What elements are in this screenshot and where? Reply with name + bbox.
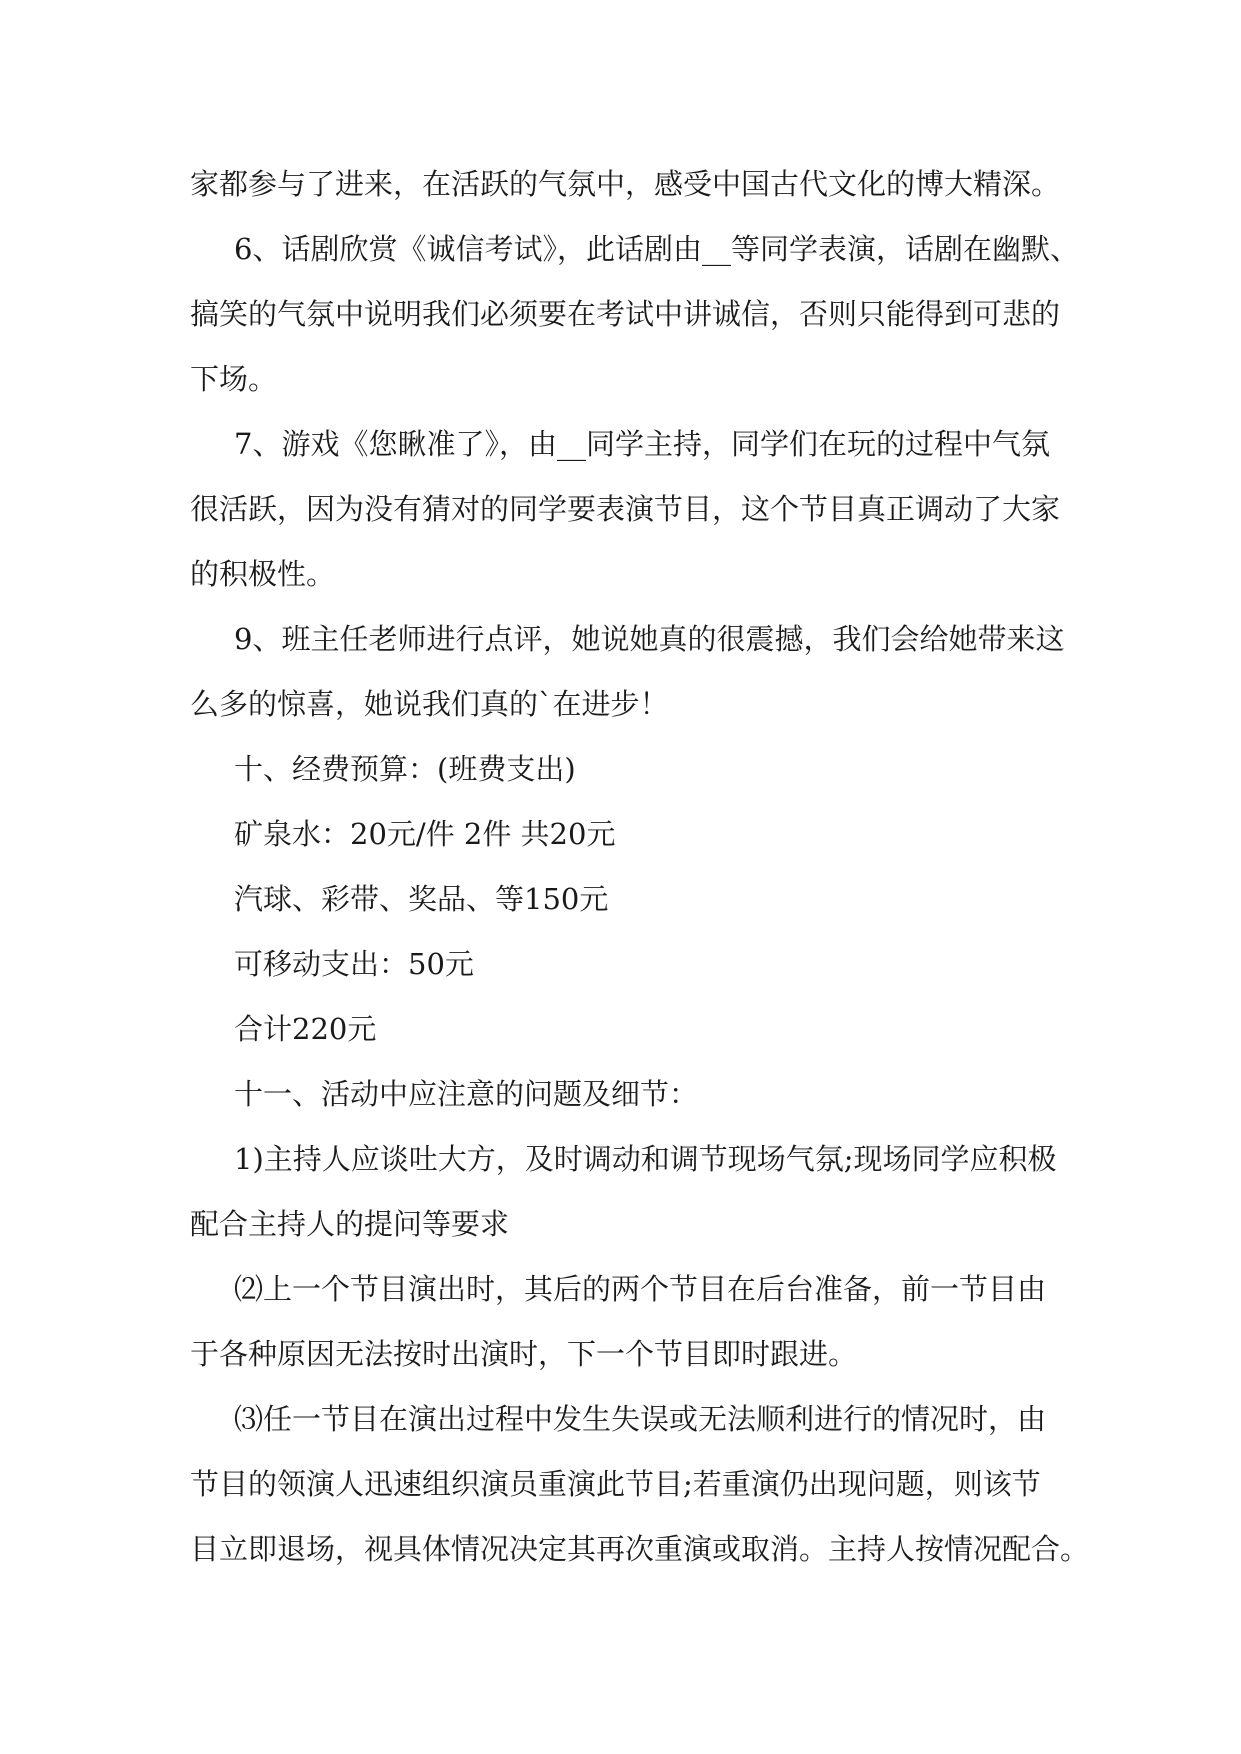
text-line: 的积极性。 xyxy=(190,557,336,591)
text-line: 于各种原因无法按时出演时，下一个节目即时跟进。 xyxy=(190,1337,858,1371)
text-line: 节目的领演人迅速组织演员重演此节目;若重演仍出现问题，则该节 xyxy=(190,1467,1041,1501)
text-line: 目立即退场，视具体情况决定其再次重演或取消。主持人按情况配合。 xyxy=(190,1532,1090,1566)
text-line: 6、话剧欣赏《诚信考试》，此话剧由__等同学表演，话剧在幽默、 xyxy=(234,232,1079,266)
section-heading: 十、经费预算：(班费支出) xyxy=(234,752,576,786)
section-heading: 十一、活动中应注意的问题及细节： xyxy=(234,1077,699,1111)
text-line: 9、班主任老师进行点评，她说她真的很震撼，我们会给她带来这 xyxy=(234,622,1065,656)
budget-item: 矿泉水：20元/件 2件 共20元 xyxy=(234,817,616,851)
budget-item: 可移动支出：50元 xyxy=(234,947,474,981)
budget-total: 合计220元 xyxy=(234,1012,377,1046)
text-line: 家都参与了进来，在活跃的气氛中，感受中国古代文化的博大精深。 xyxy=(190,167,1061,201)
text-line: 下场。 xyxy=(190,362,278,396)
budget-item: 汽球、彩带、奖品、等150元 xyxy=(234,882,609,916)
text-line: 1)主持人应谈吐大方，及时调动和调节现场气氛;现场同学应积极 xyxy=(234,1142,1057,1176)
text-line: 配合主持人的提问等要求 xyxy=(190,1207,510,1241)
document-body xyxy=(190,152,1090,1582)
text-line: 么多的惊喜，她说我们真的`在进步！ xyxy=(190,687,669,721)
text-line: ⑵上一个节目演出时，其后的两个节目在后台准备，前一节目由 xyxy=(234,1272,1047,1306)
text-line: 7、游戏《您瞅准了》，由__同学主持，同学们在玩的过程中气氛 xyxy=(234,427,1050,461)
text-line: ⑶任一节目在演出过程中发生失误或无法顺利进行的情况时，由 xyxy=(234,1402,1047,1436)
text-line: 很活跃，因为没有猜对的同学要表演节目，这个节目真正调动了大家 xyxy=(190,492,1061,526)
text-line: 搞笑的气氛中说明我们必须要在考试中讲诚信，否则只能得到可悲的 xyxy=(190,297,1061,331)
